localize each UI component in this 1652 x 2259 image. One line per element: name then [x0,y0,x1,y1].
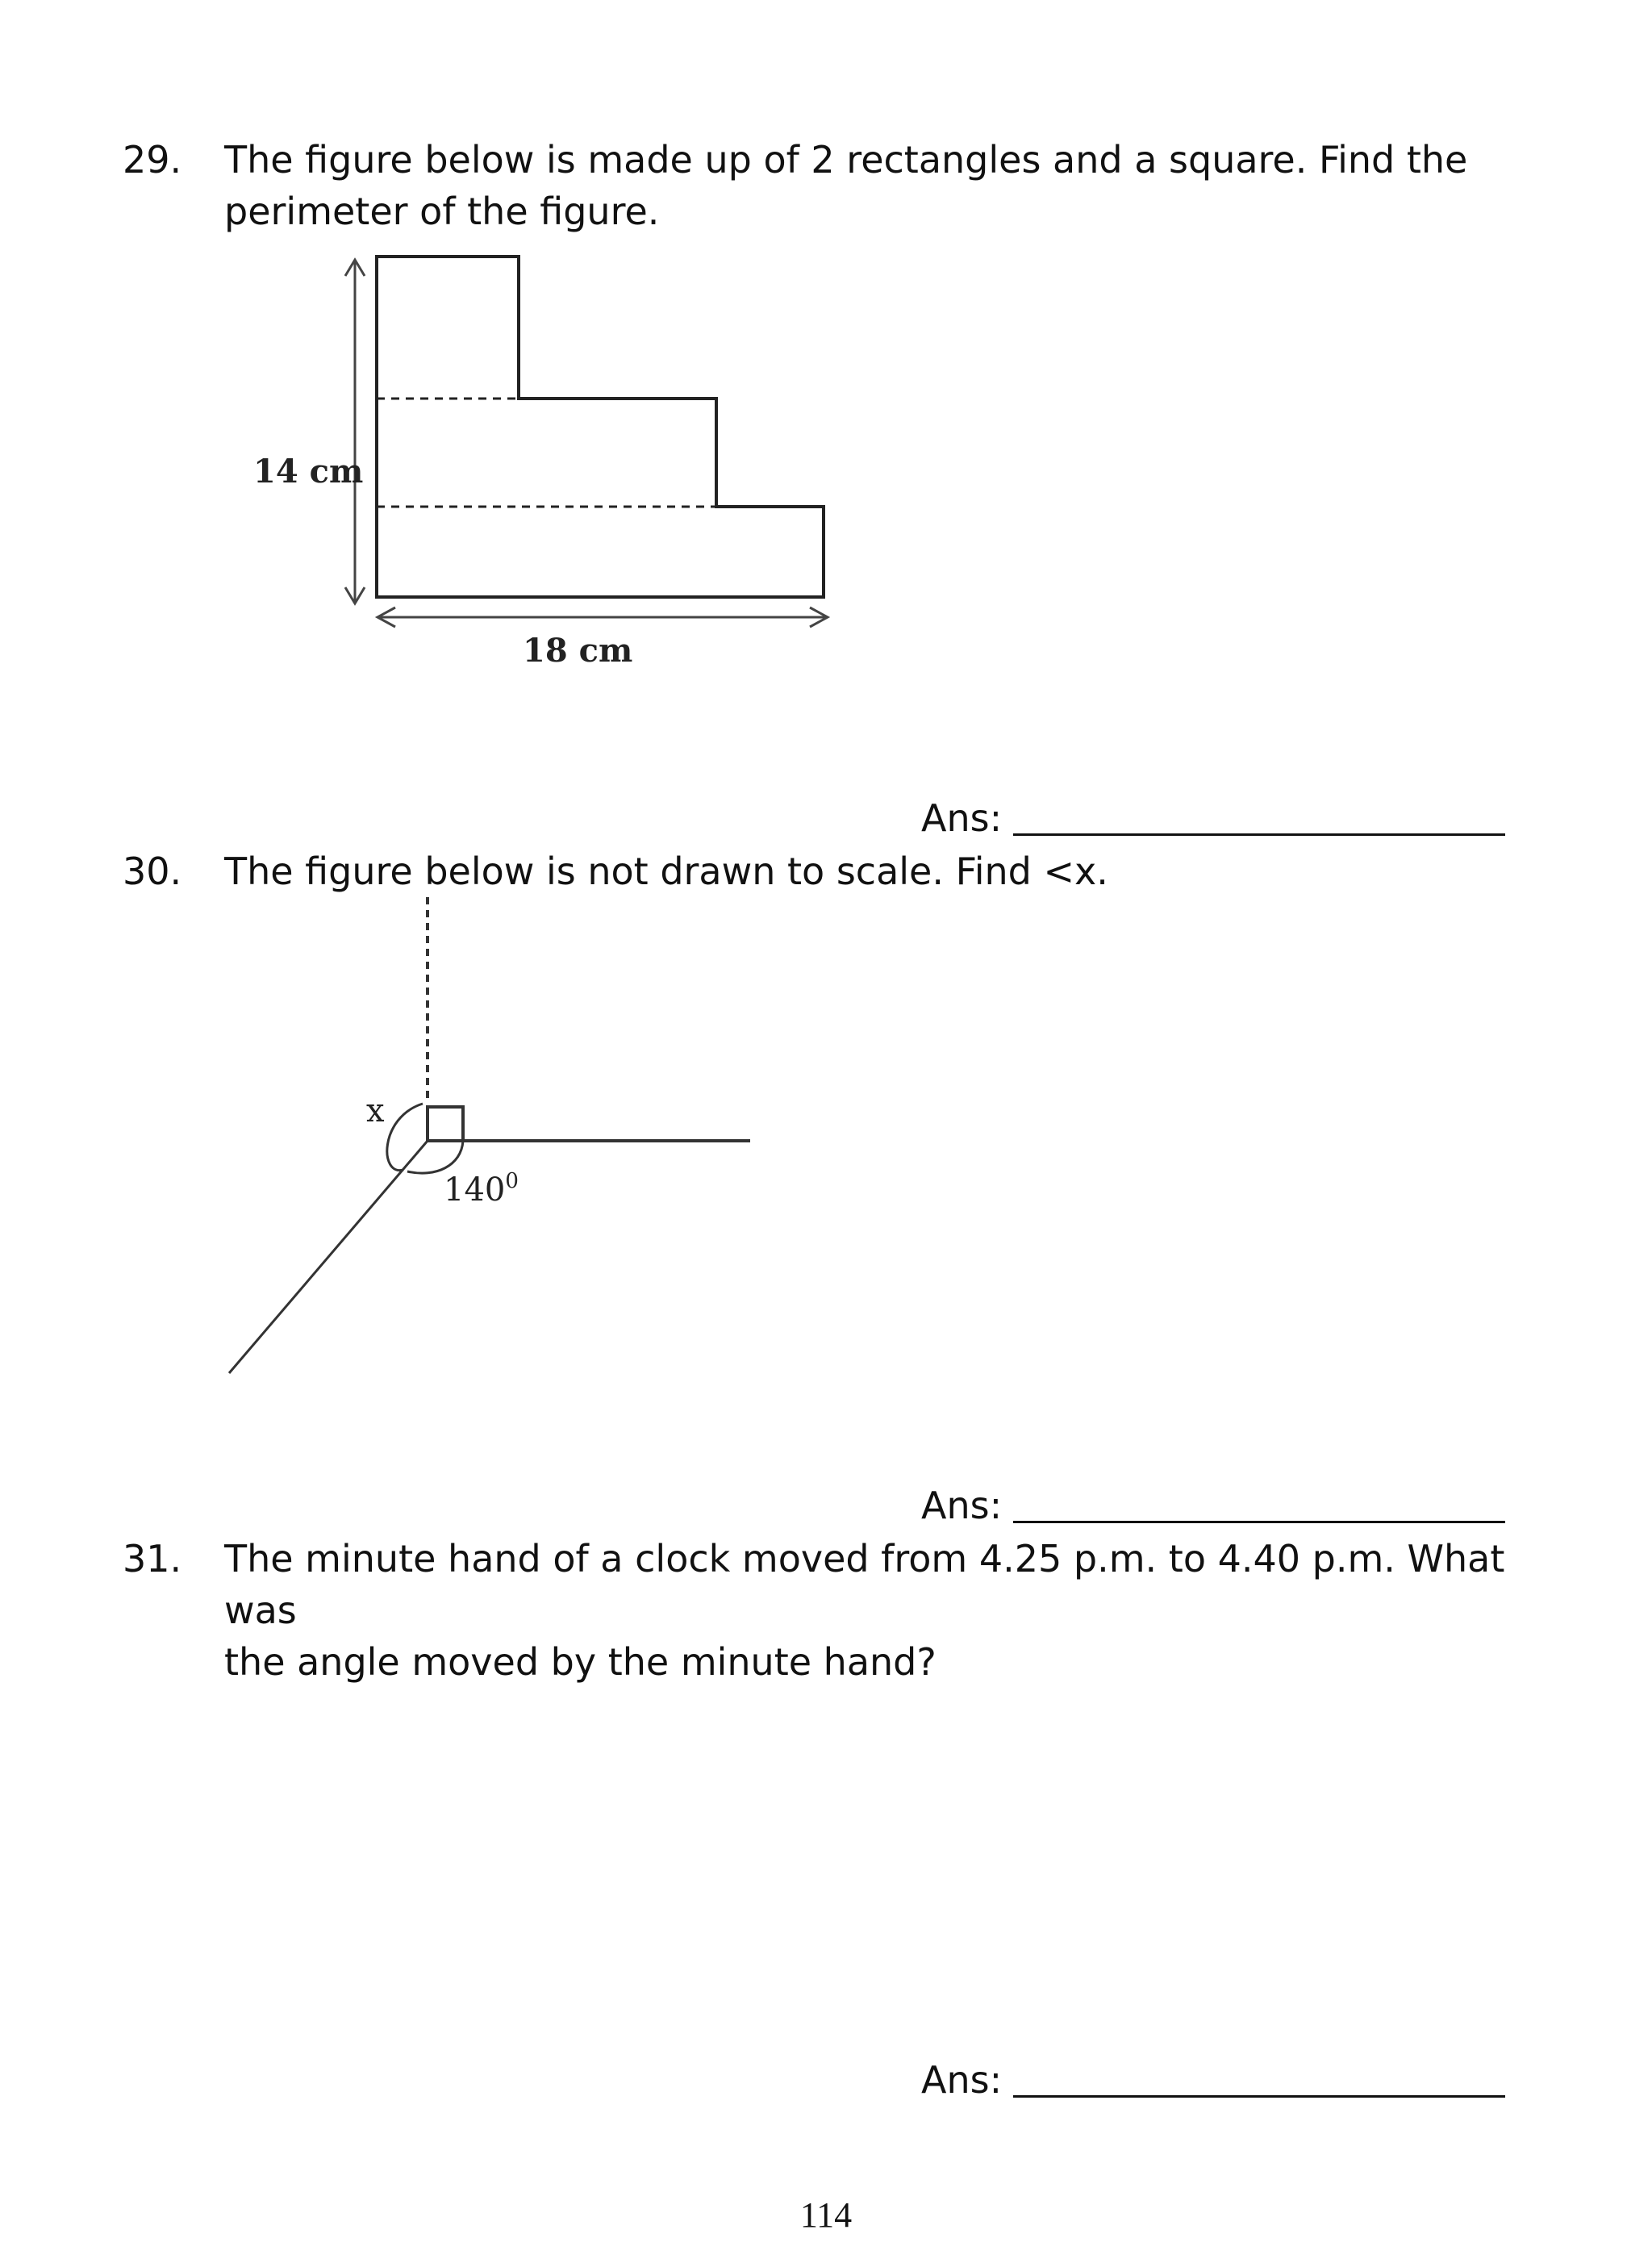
page-number: 114 [799,2195,853,2235]
angle-140-label [444,1169,519,1209]
angle-degree-mark: 0 [505,1169,519,1193]
question-31-line-2: the angle moved by the minute hand? [224,1640,937,1684]
angle-x-label: x [366,1092,385,1130]
question-31-answer-label: Ans: [921,2058,1003,2102]
question-29-figure [0,0,1652,726]
question-29-line-2: perimeter of the figure. [224,190,660,233]
question-29-line-1: The figure below is made up of 2 rectangles and a square. Find the [224,138,1468,182]
question-29-answer-label: Ans: [921,796,1003,840]
question-30-text [224,846,1515,897]
height-label: 14 cm [253,453,364,491]
question-30-answer-line[interactable] [1013,1521,1505,1523]
question-31-line-1: The minute hand of a clock moved from 4.25 p.m. to 4.40 p.m. What was [224,1537,1505,1632]
question-29-answer-line[interactable] [1013,833,1505,836]
question-30-answer [921,1480,1505,1531]
question-31-text [224,1533,1515,1688]
angle-140-arc [407,1141,463,1173]
question-29-answer [921,792,1505,844]
angle-140-value: 140 [444,1171,506,1209]
question-31-number: 31. [123,1537,182,1580]
diagonal-ray [229,1141,428,1373]
question-30-answer-label: Ans: [921,1484,1003,1527]
question-29-number: 29. [123,138,182,182]
angle-x-arc [387,1104,423,1171]
question-30-number: 30. [123,850,182,893]
question-31-answer-line[interactable] [1013,2095,1505,2098]
right-angle-marker [428,1107,463,1141]
stepped-shape-outline [377,257,824,597]
question-31-answer [921,2054,1505,2106]
question-30-line-1: The figure below is not drawn to scale. Find <x. [224,850,1108,893]
width-label: 18 cm [523,632,633,670]
